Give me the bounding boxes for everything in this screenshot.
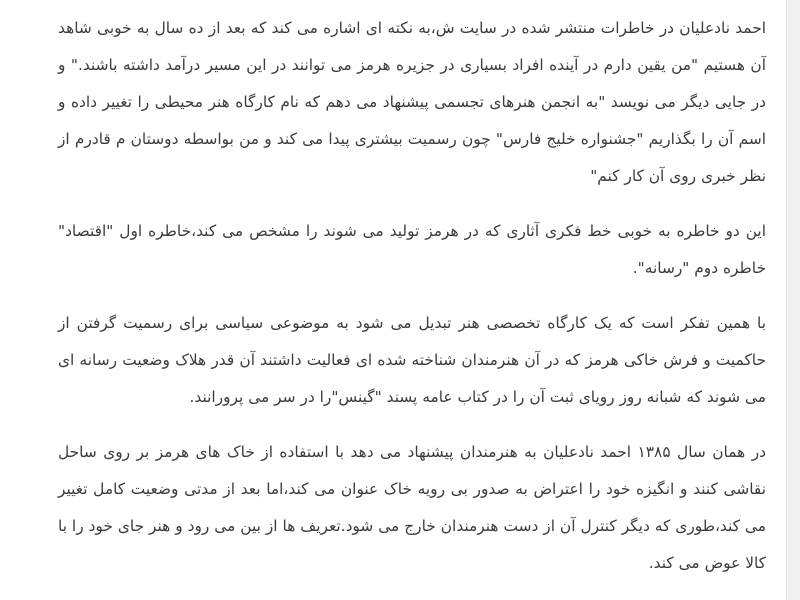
article-paragraph-2: این دو خاطره به خوبی خط فکری آثاری که در هرمز تولید می شوند را مشخص می کند،خاطره اول "اقتصاد" خاطره دوم "رسانه".	[58, 222, 766, 277]
article-paragraph-1: احمد نادعلیان در خاطرات منتشر شده در سایت ش،به نکته ای اشاره می کند که بعد از ده سال به خوبی شاهد آن هستیم "من یقین دارم در آینده افراد بسیاری در جزیره هرمز می توانند در این مسیر درآمد داشته باشند." و در جایی دیگر می نویسد "به انجمن هنرهای تجسمی پیشنهاد می دهم که نام کارگاه هنر محیطی را تغییر داده و اسم آن را بگذاریم "جشنواره خلیج فارس" چون رسمیت بیشتری پیدا می کند و من بواسطه دوستان م قادرم از نظر خبری روی آن کار کنم"	[58, 19, 766, 185]
article-paragraph-3: با همین تفکر است که یک کارگاه تخصصی هنر تبدیل می شود به موضوعی سیاسی برای رسمیت گرفتن از حاکمیت و فرش خاکی هرمز که در آن هنرمندان شناخته شده ای فعالیت داشتند آن قدر هلاک وضعیت رسانه ای می شوند که شبانه روز رویای ثبت آن را در کتاب عامه پسند "گینس"را در سر می پرورانند.	[58, 314, 766, 406]
scrollbar[interactable]	[786, 0, 800, 600]
article-paragraph-4: در همان سال ۱۳۸۵ احمد نادعلیان به هنرمندان پیشنهاد می دهد با استفاده از خاک های هرمز بر روی ساحل نقاشی کنند و انگیزه خود را اعتراض به صدور بی رویه خاک عنوان می کند،اما بعد از مدتی وضعیت کامل تغییر می کند،طوری که دیگر کنترل آن از دست هنرمندان خارج می شود.تعریف ها از بین می رود و هنر جای خود را با کالا عوض می کند.	[58, 443, 766, 572]
